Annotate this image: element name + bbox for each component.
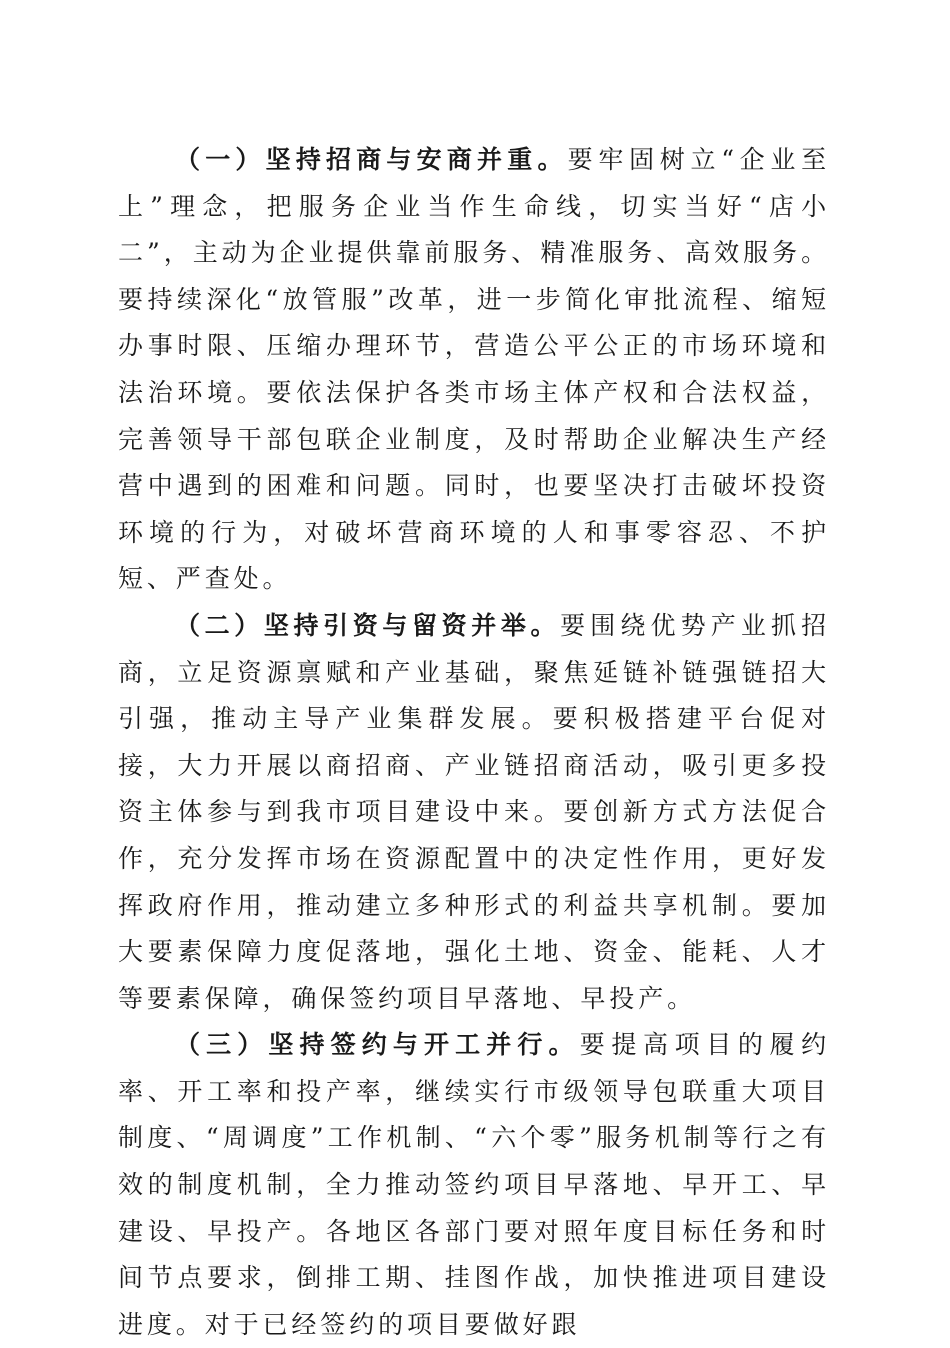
paragraph-1-text: 要牢固树立“企业至上”理念，把服务企业当作生命线，切实当好“店小二”，主动为企业提供靠前服务、精准服务、高效服务。要持续深化“放管服”改革，进一步简化审批流程、缩短办事时限、压缩办理环节，营造公平公正的市场环境和法治环境。要依法保护各类市场主体产权和合法权益，完善领导干部包联企业制度，及时帮助企业解决生产经营中遇到的困难和问题。同时，也要坚决打击破坏投资环境的行为，对破坏营商环境的人和事零容忍、不护短、严查处。 [118, 145, 830, 594]
paragraph-2-text: 要围绕优势产业抓招商，立足资源禀赋和产业基础，聚焦延链补链强链招大引强，推动主导产业集群发展。要积极搭建平台促对接，大力开展以商招商、产业链招商活动，吸引更多投资主体参与到我市项目建设中来。要创新方式方法促合作，充分发挥市场在资源配置中的决定性作用，更好发挥政府作用，推动建立多种形式的利益共享机制。要加大要素保障力度促落地，强化土地、资金、能耗、人才等要素保障，确保签约项目早落地、早投产。 [118, 610, 830, 1013]
document-body [118, 137, 830, 1348]
paragraph-2 [118, 603, 830, 1022]
paragraph-3-text: 要提高项目的履约率、开工率和投产率，继续实行市级领导包联重大项目制度、“周调度”工作机制、“六个零”服务机制等行之有效的制度机制，全力推动签约项目早落地、早开工、早建设、早投产。各地区各部门要对照年度目标任务和时间节点要求，倒排工期、挂图作战，加快推进项目建设进度。对于已经签约的项目要做好跟 [118, 1030, 830, 1339]
paragraph-1 [118, 137, 830, 603]
paragraph-1-heading: （一）坚持招商与安商并重。 [175, 145, 568, 174]
paragraph-3 [118, 1022, 830, 1348]
paragraph-2-heading: （二）坚持引资与留资并举。 [175, 610, 561, 640]
paragraph-3-heading: （三）坚持签约与开工并行。 [175, 1030, 580, 1060]
